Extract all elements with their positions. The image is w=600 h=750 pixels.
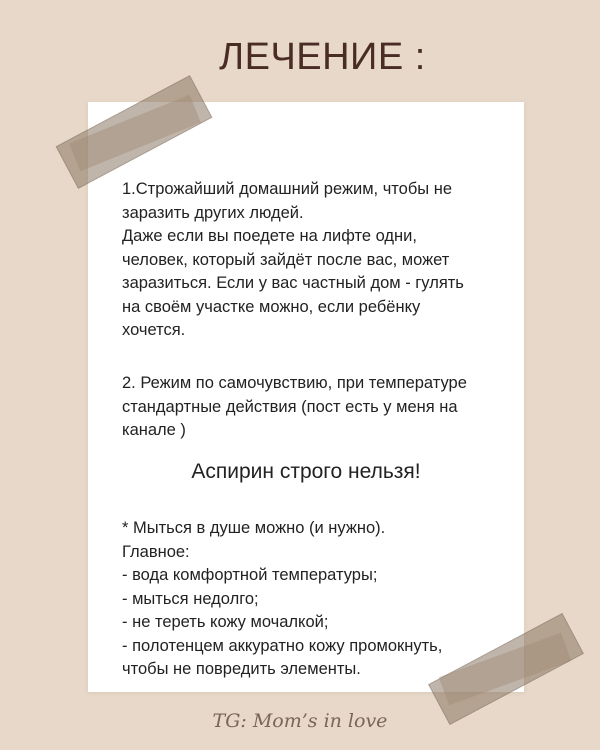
text-line: 1.Строжайший домашний режим, чтобы не [122,180,453,198]
text-line: 2. Режим по самочувствию, при температуре [122,374,467,392]
text-line: человек, который зайдёт после вас, может [122,250,450,269]
text-line: * Мыться в душе можно (и нужно). [122,519,386,537]
page-title: ЛЕЧЕНИЕ : [219,36,426,78]
text-line: заразить других людей. [122,203,304,222]
text-line: хочется. [122,321,186,339]
text-line: - не тереть кожу мочалкой; [122,613,329,631]
text-line: Главное: [122,542,190,561]
text-line: чтобы не повредить элементы. [122,660,361,678]
telegram-signature: TG: Mom’s in love [212,710,388,732]
text-line: Даже если вы поедете на лифте одни, [122,227,417,245]
text-line: - полотенцем аккуратно кожу промокнуть, [122,636,443,655]
text-line: заразиться. Если у вас частный дом - гулять [122,274,464,292]
aspirin-warning: Аспирин строго нельзя! [191,460,421,483]
text-line: стандартные действия (пост есть у меня на [122,397,458,416]
text-line: на своём участке можно, если ребёнку [122,297,421,316]
text-line: - вода комфортной температуры; [122,566,378,584]
section-shower-advice [122,517,512,682]
text-line: канале ) [122,421,186,439]
text-line: - мыться недолго; [122,589,259,608]
section-wellbeing-regime [122,372,512,443]
section-home-regime [122,178,512,343]
